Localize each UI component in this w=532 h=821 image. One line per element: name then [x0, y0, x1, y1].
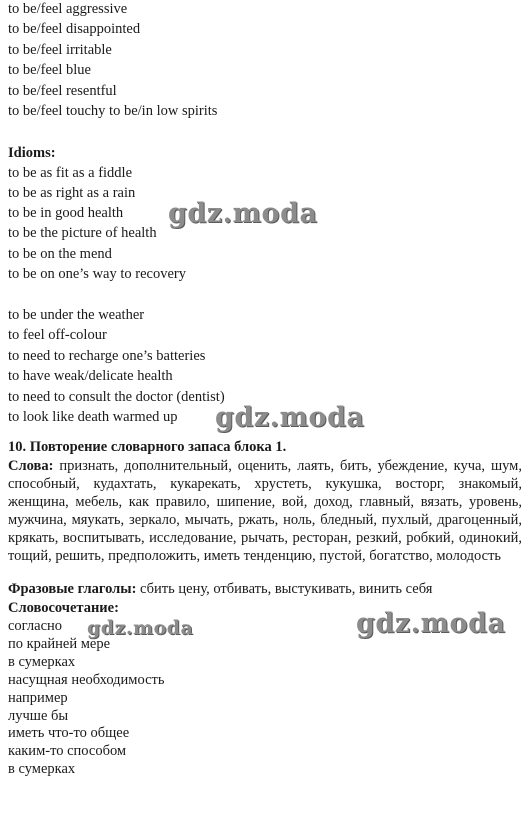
collocation-item: в сумерках	[8, 654, 76, 670]
idioms-heading: Idioms:	[8, 145, 56, 161]
words-paragraph	[8, 457, 522, 565]
idiom-item: to be under the weather	[8, 307, 145, 323]
feeling-item: to be/feel touchy to be/in low spirits	[8, 103, 218, 119]
watermark: gdz.moda	[87, 617, 194, 639]
watermark: gdz.moda	[168, 198, 318, 229]
collocation-item: по крайней мере	[8, 636, 111, 652]
idiom-item: to be as right as a rain	[8, 185, 136, 201]
idiom-item: to look like death warmed up	[8, 409, 178, 425]
collocation-item: согласно	[8, 618, 63, 634]
idiom-item: to need to consult the doctor (dentist)	[8, 389, 225, 405]
idiom-item: to have weak/delicate health	[8, 368, 173, 384]
feeling-item: to be/feel blue	[8, 62, 91, 78]
watermark: gdz.moda	[215, 402, 365, 433]
idiom-item: to need to recharge one’s batteries	[8, 348, 206, 364]
words-text: признать, дополнительный, оценить, лаять, бить, убеждение, куча, шум, способный, кудахтать, кукарекать, хрустеть, кукушка, восторг, знакомый, женщина, мебель, как правило, шипение, вой, доход, главный, вязать, уровень, мужчина, мяукать, зеркало, мычать, ржать, ноль, бледный, пухлый, драгоценный, крякать, воспитывать, исследование, рычать, ресторан, резкий, робкий, одинокий, тощий, решить, предположить, иметь тенденцию, пустой, богатство, молодость	[8, 458, 522, 564]
collocations-heading: Словосочетание:	[8, 600, 119, 616]
phrasal-text: сбить цену, отбивать, выстукивать, винить себя	[140, 581, 433, 597]
idiom-item: to feel off-colour	[8, 327, 107, 343]
phrasal-label: Фразовые глаголы:	[8, 581, 137, 597]
idiom-item: to be the picture of health	[8, 225, 157, 241]
idiom-item: to be on one’s way to recovery	[8, 266, 186, 282]
words-label: Слова:	[8, 458, 54, 474]
phrasal-verbs-line	[8, 580, 432, 598]
feeling-item: to be/feel resentful	[8, 83, 117, 99]
feeling-item: to be/feel disappointed	[8, 21, 141, 37]
collocation-item: лучше бы	[8, 708, 69, 724]
idiom-item: to be on the mend	[8, 246, 112, 262]
collocation-item: насущная необходимость	[8, 672, 165, 688]
collocation-item: каким-то способом	[8, 743, 127, 759]
collocation-item: в сумерках	[8, 761, 76, 777]
section-title: 10. Повторение словарного запаса блока 1.	[8, 439, 287, 455]
collocation-item: иметь что-то общее	[8, 725, 130, 741]
idiom-item: to be as fit as a fiddle	[8, 165, 133, 181]
watermark: gdz.moda	[356, 608, 506, 639]
feeling-item: to be/feel aggressive	[8, 1, 128, 17]
feeling-item: to be/feel irritable	[8, 42, 112, 58]
idiom-item: to be in good health	[8, 205, 124, 221]
collocation-item: например	[8, 690, 68, 706]
